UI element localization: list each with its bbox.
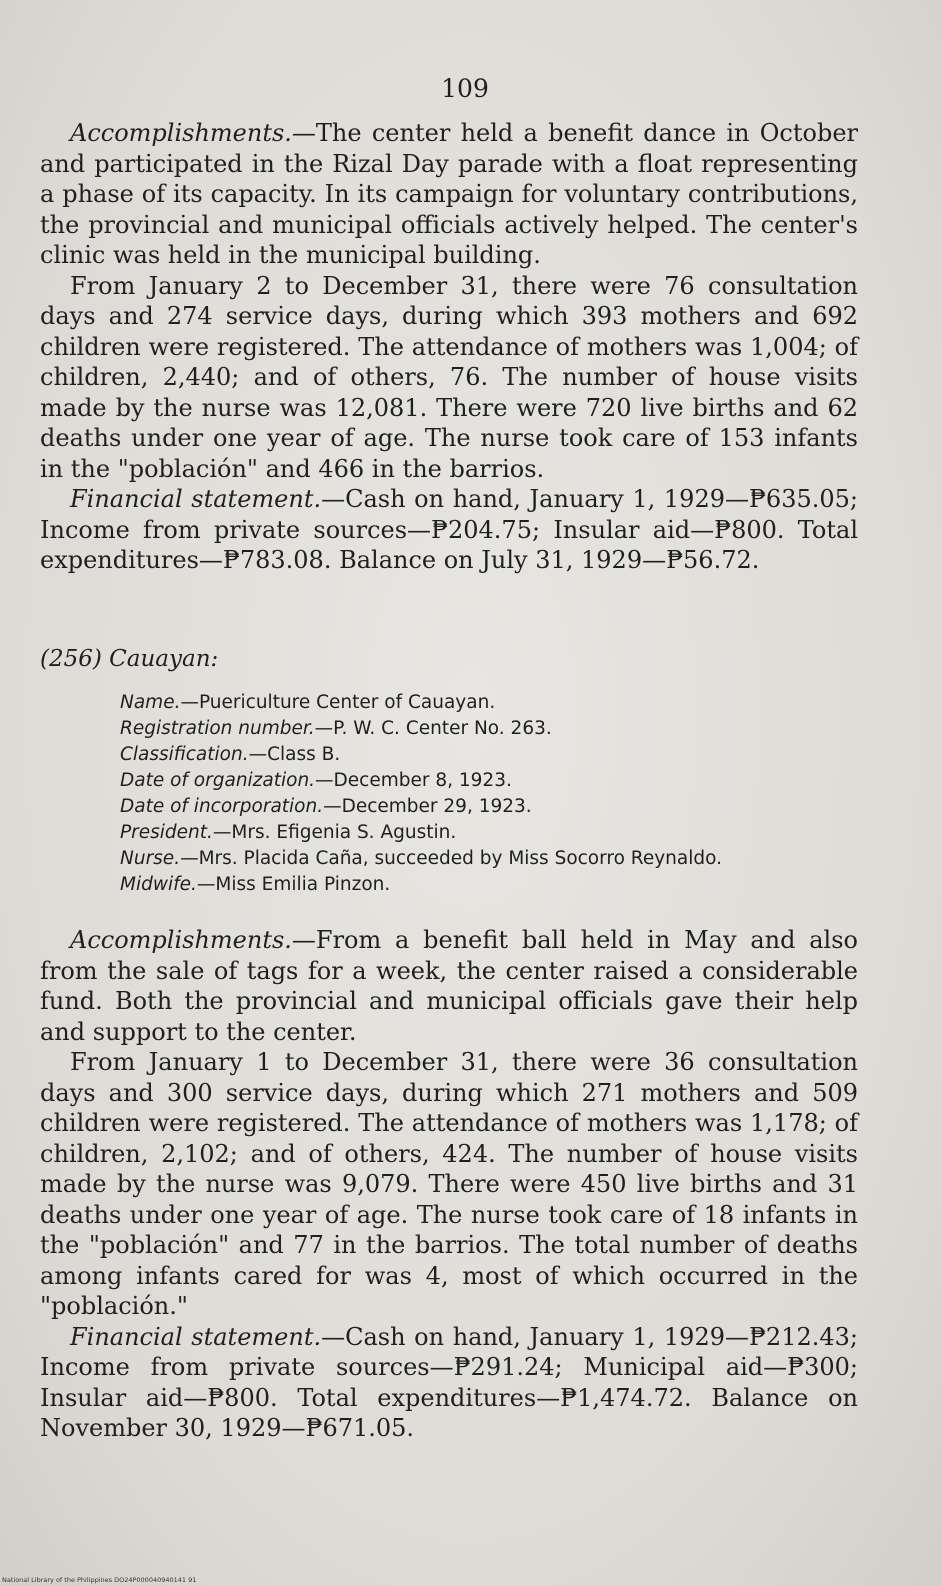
accomplishments-paragraph-1 [40, 118, 858, 271]
financial-label: Financial statement. [70, 485, 322, 513]
financial-text: —Cash on hand, January 1, 1929—₱212.43; Income from private sources—₱291.24; Municipal aid—₱300; Insular aid—₱800. Total expenditures—₱1,474.72. Balance on November 30, 1929—₱671.05. [40, 1322, 858, 1442]
detail-incorporation-date: Date of incorporation.—December 29, 1923. [120, 796, 532, 817]
detail-registration: Registration number.—P. W. C. Center No. 263. [120, 718, 552, 739]
financial-text: —Cash on hand, January 1, 1929—₱635.05; Income from private sources—₱204.75; Insular aid—₱800. Total expenditures—₱783.08. Balance on July 31, 1929—₱56.72. [40, 485, 858, 574]
statistics-paragraph-2: From January 1 to December 31, there were 36 consultation days and 300 service days, during which 271 mothers and 509 children were registered. The attendance of mothers was 1,178; of children, 2,102; and of others, 424. The number of house visits made by the nurse was 9,079. There were 450 live births and 31 deaths under one year of age. The nurse took care of 18 infants in the "población" and 77 in the barrios. The total number of deaths among infants cared for was 4, most of which occurred in the "población." [40, 1048, 858, 1320]
footer-credit: National Library of the Philippines DO24P000040940141 91 [2, 1576, 197, 1584]
section-2 [40, 925, 858, 1444]
accomplishments-text: —The center held a benefit dance in October and participated in the Rizal Day parade with a float representing a phase of its capacity. In its campaign for voluntary contributions, the provincial and municipal officials actively helped. The center's clinic was held in the municipal building. [40, 119, 858, 269]
detail-name: Name.—Puericulture Center of Cauayan. [120, 692, 496, 713]
financial-label: Financial statement. [70, 1322, 322, 1351]
detail-nurse: Nurse.—Mrs. Placida Caña, succeeded by Miss Socorro Reynaldo. [120, 848, 722, 869]
accomplishments-label: Accomplishments. [70, 119, 292, 147]
detail-classification: Classification.—Class B. [120, 744, 341, 765]
detail-midwife: Midwife.—Miss Emilia Pinzon. [120, 874, 391, 895]
section-1 [40, 118, 858, 576]
accomplishments-paragraph-2 [40, 925, 858, 1047]
center-heading: (256) Cauayan: [40, 646, 219, 672]
center-details [120, 690, 860, 898]
page-number: 109 [441, 74, 489, 103]
accomplishments-text: —From a benefit ball held in May and also from the sale of tags for a week, the center raised a considerable fund. Both the provincial and municipal officials gave their help and support to the center. [40, 926, 858, 1046]
accomplishments-label: Accomplishments. [70, 926, 292, 954]
detail-president: President.—Mrs. Efigenia S. Agustin. [120, 822, 457, 843]
financial-paragraph-2 [40, 1322, 858, 1444]
financial-paragraph-1 [40, 484, 858, 576]
detail-organization-date: Date of organization.—December 8, 1923. [120, 770, 512, 791]
statistics-paragraph-1: From January 2 to December 31, there were 76 consultation days and 274 service days, during which 393 mothers and 692 children were registered. The attendance of mothers was 1,004; of children, 2,440; and of others, 76. The number of house visits made by the nurse was 12,081. There were 720 live births and 62 deaths under one year of age. The nurse took care of 153 infants in the "población" and 466 in the barrios. [40, 271, 858, 483]
